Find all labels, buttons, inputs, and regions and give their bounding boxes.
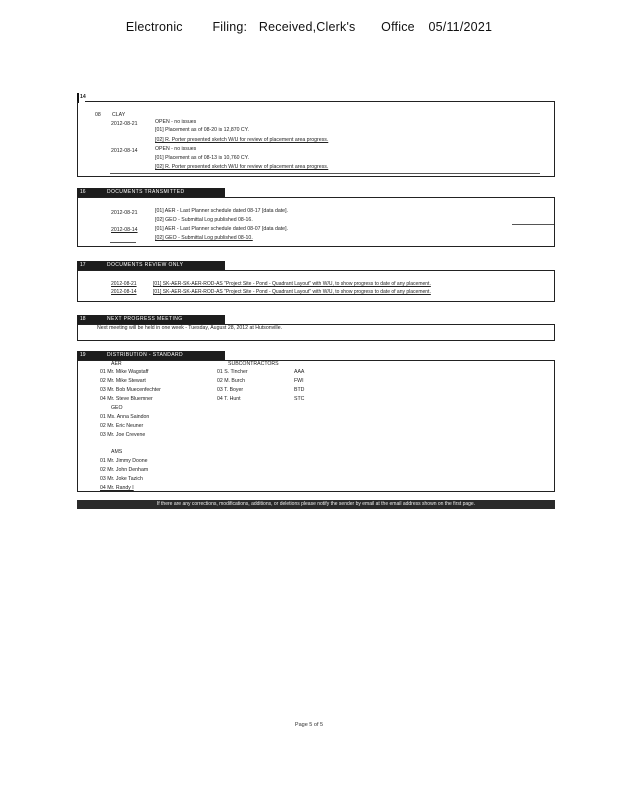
s16-entry-2-item-1: [01] AER - Last Planner schedule dated 08-07 [data date].	[155, 226, 288, 232]
page-number: Page 5 of 5	[294, 722, 324, 728]
aer-member-4: 04 Mr. Steve Bluemner	[100, 396, 153, 402]
geo-member-2: 02 Mr. Eric Neuner	[100, 423, 144, 429]
header-part-4: Office	[381, 20, 415, 34]
aer-member-1: 01 Mr. Mike Wagstaff	[100, 369, 149, 375]
s14-entry-1-item-2: [02] R. Porter presented sketch W/U for review of placement area progress.	[155, 137, 329, 143]
sub-3-code: BTD	[294, 387, 305, 393]
aer-member-2: 02 Mr. Mike Stewart	[100, 378, 146, 384]
s17-entry-2-date: 2012-08-14	[111, 289, 137, 295]
s14-entry-2-item-1: [01] Placement as of 08-13 is 10,760 CY.	[155, 155, 249, 161]
corrections-notice-bar: If there are any corrections, modifications, additions, or deletions please notify the sender by email at the email address shown on the first page.	[77, 500, 555, 509]
section-14-sub-label: CLAY	[112, 112, 126, 118]
section-16-label: DOCUMENTS TRANSMITTED	[107, 189, 185, 195]
subcontractors-label: SUBCONTRACTORS	[228, 361, 279, 367]
header-part-3: Received,Clerk's	[258, 20, 356, 34]
s14-entry-2-item-2: [02] R. Porter presented sketch W/U for review of placement area progress.	[155, 164, 329, 170]
s17-entry-1-date: 2012-08-21	[111, 281, 137, 287]
section-14-number: 14	[80, 94, 86, 100]
section-16-bar	[77, 188, 225, 197]
s14-entry-2-date: 2012-08-14	[111, 148, 138, 154]
header-part-2: Filing:	[212, 20, 248, 34]
header-date: 05/11/2021	[428, 20, 493, 34]
s16-rule-right	[512, 224, 554, 225]
group-aer-label: AER	[111, 361, 122, 367]
ams-member-1: 01 Mr. Jimmy Doone	[100, 458, 148, 464]
header-part-1: Electronic	[125, 20, 183, 34]
s14-entry-1-status: OPEN - no issues	[155, 119, 197, 125]
section-17-number: 17	[80, 262, 86, 268]
s14-entry-2-status: OPEN - no issues	[155, 146, 197, 152]
section-17-label: DOCUMENTS REVIEW ONLY	[107, 262, 184, 268]
sub-1-name: 01 S. Tincher	[217, 369, 248, 375]
group-geo-label: GEO	[111, 405, 123, 411]
sub-2-name: 02 M. Burch	[217, 378, 245, 384]
s17-entry-1-text: [01] SK-AER-SK-AER-ROD-AS "Project Site - Pond - Quadrant Layout" with W/U, to show progress to date of any placement.	[153, 281, 431, 287]
group-ams-label: AMS	[111, 449, 123, 455]
section-18-label: NEXT PROGRESS MEETING	[107, 316, 183, 322]
s16-rule-left	[110, 242, 136, 243]
s16-entry-2-date: 2012-08-14	[111, 227, 138, 233]
aer-member-3: 03 Mr. Bob Muecenfechter	[100, 387, 161, 393]
section-19-bar	[77, 351, 225, 360]
ams-member-4: 04 Mr. Randy I	[100, 485, 134, 491]
s14-entry-1-item-1: [01] Placement as of 08-20 is 12,870 CY.	[155, 127, 249, 133]
s16-entry-2-item-2: [02] GEO - Submittal Log published 08-10.	[155, 235, 253, 241]
ams-member-3: 03 Mr. Joke Tazich	[100, 476, 143, 482]
sub-2-code: FWI	[294, 378, 304, 384]
s14-entry-1-date: 2012-08-21	[111, 121, 138, 127]
s16-entry-1-item-2: [02] GEO - Submittal Log published 08-16.	[155, 217, 253, 223]
section-17-bar	[77, 261, 225, 270]
ams-member-2: 02 Mr. John Denham	[100, 467, 149, 473]
sub-4-code: STC	[294, 396, 305, 402]
section-19-label: DISTRIBUTION - STANDARD	[107, 352, 184, 358]
sub-4-name: 04 T. Hunt	[217, 396, 241, 402]
s14-bottom-rule	[110, 173, 540, 174]
section-18-bar	[77, 315, 225, 324]
geo-member-3: 03 Mr. Joe Crevene	[100, 432, 146, 438]
s16-entry-1-date: 2012-08-21	[111, 210, 138, 216]
sub-3-name: 03 T. Boyer	[217, 387, 244, 393]
electronic-filing-header	[0, 20, 618, 34]
sub-1-code: AAA	[294, 369, 305, 375]
section-18-number: 18	[80, 316, 86, 322]
section-19-box	[77, 360, 555, 492]
section-14-sub-number: 08	[95, 112, 101, 118]
s18-text: Next meeting will be held in one week - Tuesday, August 28, 2012 at Hutsonville.	[97, 325, 283, 331]
s16-entry-1-item-1: [01] AER - Last Planner schedule dated 08-17 [data date].	[155, 208, 288, 214]
s17-entry-2-text: [01] SK-AER-SK-AER-ROD-AS "Project Site - Pond - Quadrant Layout" with W/U, to show progress to date of any placement.	[153, 289, 431, 295]
section-16-number: 16	[80, 189, 86, 195]
section-16-box	[77, 197, 555, 247]
section-19-number: 19	[80, 352, 86, 358]
geo-member-1: 01 Ms. Anna Saindon	[100, 414, 150, 420]
